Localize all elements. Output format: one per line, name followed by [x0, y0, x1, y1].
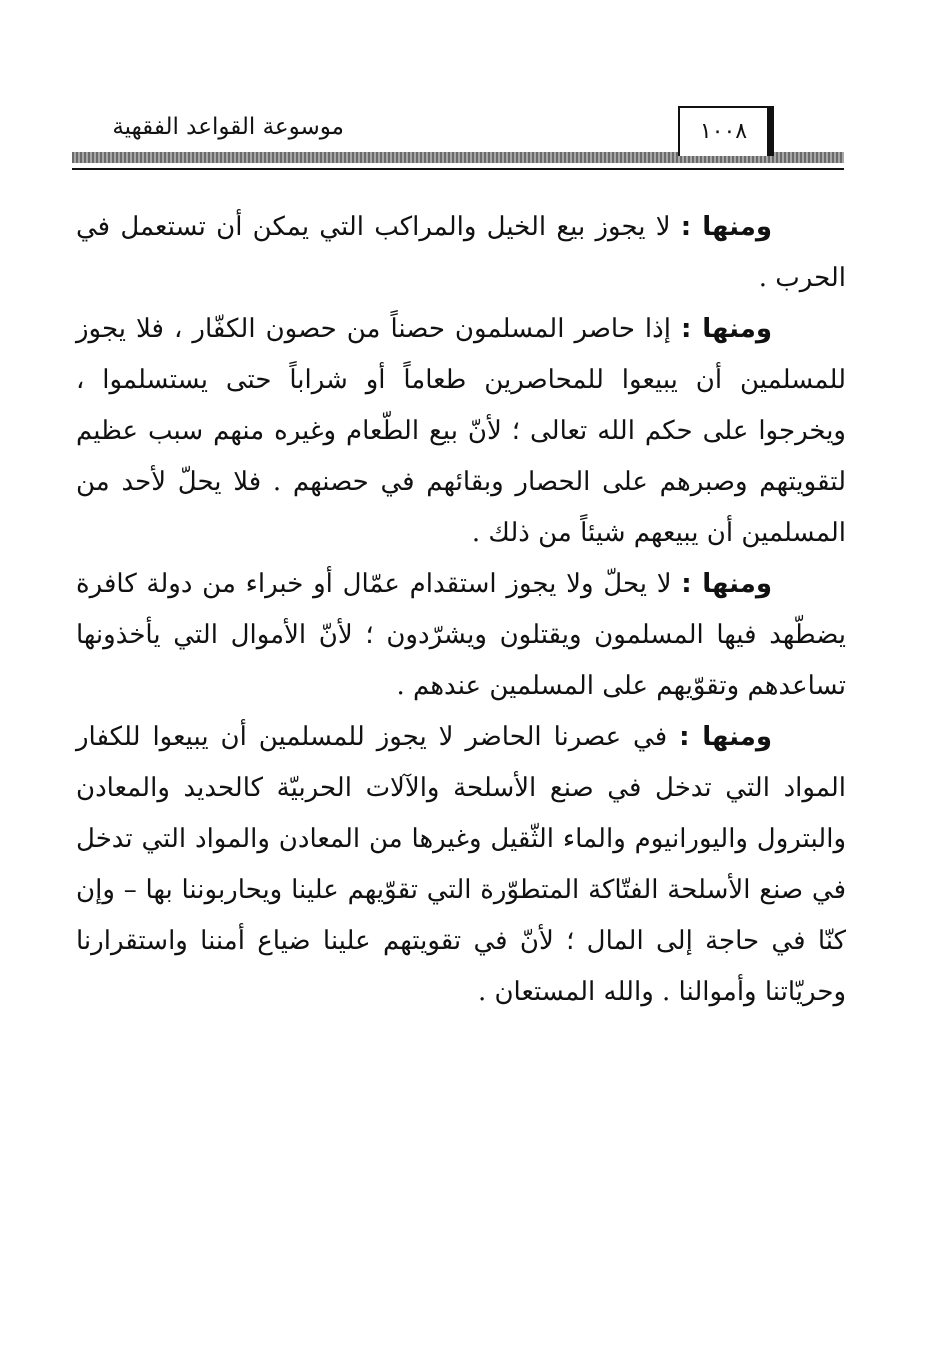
- paragraph-text: لا يجوز بيع الخيل والمراكب التي يمكن أن تستعمل في الحرب .: [76, 212, 846, 293]
- paragraph-lead: ومنها :: [680, 314, 772, 344]
- paragraph-lead: ومنها :: [680, 212, 772, 242]
- page-body: [76, 202, 846, 1018]
- paragraph-text: لا يحلّ ولا يجوز استقدام عمّال أو خبراء من دولة كافرة يضطّهد فيها المسلمون ويقتلون ويشرّدون ؛ لأنّ الأموال التي يأخذونها تساعدهم وتقوّيهم على المسلمين عندهم .: [76, 569, 846, 701]
- paragraph-4: [76, 712, 846, 1018]
- running-title: موسوعة القواعد الفقهية: [112, 114, 344, 140]
- paragraph-lead: ومنها :: [681, 569, 773, 599]
- header-rule-line: [72, 168, 844, 170]
- paragraph-1: [76, 202, 846, 304]
- paragraph-text: إذا حاصر المسلمون حصناً من حصون الكفّار ، فلا يجوز للمسلمين أن يبيعوا للمحاصرين طعاماً أو شراباً حتى يستسلموا ، ويخرجوا على حكم الله تعالى ؛ لأنّ بيع الطّعام وغيره منهم سبب عظيم لتقويتهم وصبرهم على الحصار وبقائهم في حصنهم . فلا يحلّ لأحد من المسلمين أن يبيعهم شيئاً من ذلك .: [76, 314, 846, 548]
- paragraph-2: [76, 304, 846, 559]
- paragraph-3: [76, 559, 846, 712]
- paragraph-lead: ومنها :: [679, 722, 773, 752]
- paragraph-text: في عصرنا الحاضر لا يجوز للمسلمين أن يبيعوا للكفار المواد التي تدخل في صنع الأسلحة والآلات الحربيّة كالحديد والمعادن والبترول واليورانيوم والماء الثّقيل وغيرها من المعادن والمواد التي تدخل في صنع الأسلحة الفتّاكة المتطوّرة التي تقوّيهم علينا ويحاربوننا بها – وإن كنّا في حاجة إلى المال ؛ لأنّ في تقويتهم علينا ضياع أمننا واستقرارنا وحريّاتنا وأموالنا . والله المستعان .: [76, 722, 846, 1007]
- page-header: [72, 104, 844, 174]
- page-number: ١٠٠٨: [678, 106, 774, 156]
